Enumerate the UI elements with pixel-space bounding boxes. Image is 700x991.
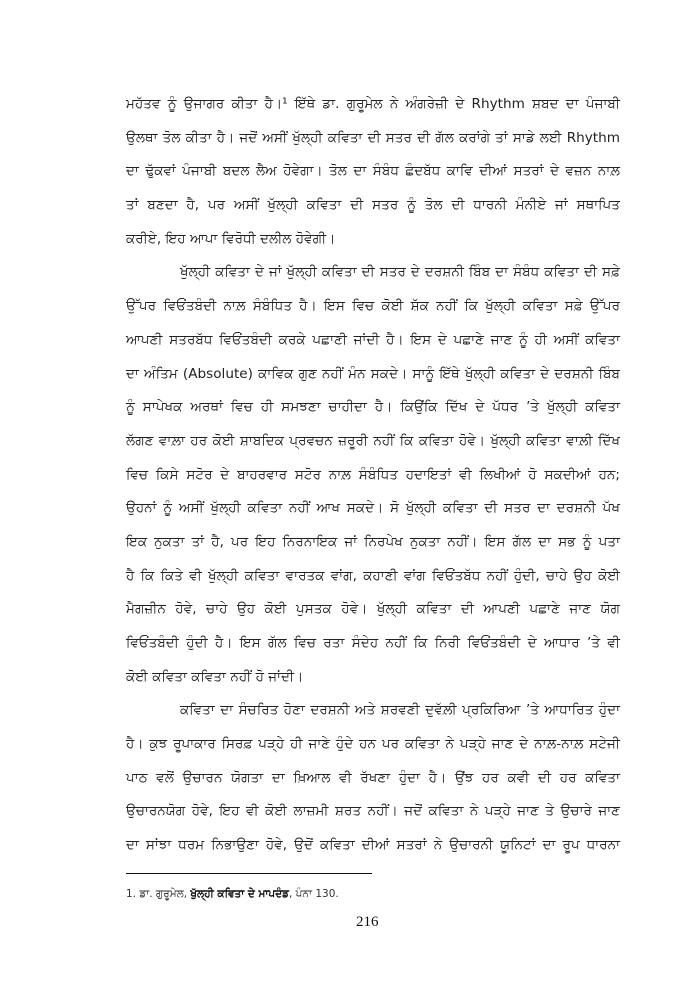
footnote-title: ਖੁੱਲ੍ਹੀ ਕਵਿਤਾ ਦੇ ਮਾਪਦੰਡ	[190, 888, 289, 900]
footnote-author: ਡਾ. ਗੁਰੂਮੇਲ,	[139, 888, 188, 900]
text-line: ਨੂੰ ਸਾਪੇਖਕ ਅਰਥਾਂ ਵਿਚ ਹੀ ਸਮਝਣਾ ਚਾਹੀਦਾ ਹੈ। ਕਿਉਂਕਿ ਦਿੱਖ ਦੇ ਪੱਧਰ ’ਤੇ ਖੁੱਲ੍ਹੀ ਕਵਿਤਾ	[126, 399, 620, 416]
text-line: ਮੈਗਜ਼ੀਨ ਹੋਵੇ, ਚਾਹੇ ਉਹ ਕੋਈ ਪੁਸਤਕ ਹੋਵੇ। ਖੁੱਲ੍ਹੀ ਕਵਿਤਾ ਦੀ ਆਪਣੀ ਪਛਾਣੇ ਜਾਣ ਯੋਗ	[126, 601, 620, 618]
footnote-marker: 1.	[126, 888, 137, 900]
text-line: ਪਾਠ ਵਲੋਂ ਉਚਾਰਨ ਯੋਗਤਾ ਦਾ ਖ਼ਿਆਲ ਵੀ ਰੱਖਣਾ ਹੁੰਦਾ ਹੈ। ਉਂਝ ਹਰ ਕਵੀ ਦੀ ਹਰ ਕਵਿਤਾ	[126, 769, 620, 786]
text-line: ਲੱਗਣ ਵਾਲ਼ਾ ਹਰ ਕੋਈ ਸ਼ਾਬਦਿਕ ਪ੍ਰਵਚਨ ਜ਼ਰੂਰੀ ਨਹੀਂ ਕਿ ਕਵਿਤਾ ਹੋਵੇ। ਖੁੱਲ੍ਹੀ ਕਵਿਤਾ ਵਾਲ਼ੀ ਦਿੱਖ	[126, 432, 620, 449]
text-line: ਉਲਥਾ ਤੋਲ ਕੀਤਾ ਹੈ। ਜਦੋਂ ਅਸੀਂ ਖੁੱਲ੍ਹੀ ਕਵਿਤਾ ਦੀ ਸਤਰ ਦੀ ਗੱਲ ਕਰਾਂਗੇ ਤਾਂ ਸਾਡੇ ਲਈ Rhythm	[126, 129, 620, 146]
text-line: ਹੈ। ਕੁਝ ਰੂਪਾਕਾਰ ਸਿਰਫ਼ ਪੜ੍ਹੇ ਹੀ ਜਾਣੇ ਹੁੰਦੇ ਹਨ ਪਰ ਕਵਿਤਾ ਨੇ ਪੜ੍ਹੇ ਜਾਣ ਦੇ ਨਾਲ਼-ਨਾਲ਼ ਸਟੇਜੀ	[126, 736, 620, 753]
page-number: 216	[356, 914, 379, 930]
text-line: ਉਹਨਾਂ ਨੂੰ ਅਸੀਂ ਖੁੱਲ੍ਹੀ ਕਵਿਤਾ ਨਹੀਂ ਆਖ ਸਕਦੇ। ਸੋ ਖੁੱਲ੍ਹੀ ਕਵਿਤਾ ਦੀ ਸਤਰ ਦਾ ਦਰਸ਼ਨੀ ਪੱਖ	[126, 500, 620, 517]
text-line: ਇਕ ਨੁਕਤਾ ਤਾਂ ਹੈ, ਪਰ ਇਹ ਨਿਰਨਾਇਕ ਜਾਂ ਨਿਰਪੇਖ ਨੁਕਤਾ ਨਹੀਂ। ਇਸ ਗੱਲ ਦਾ ਸਭ ਨੂੰ ਪਤਾ	[126, 533, 620, 550]
text-line: ਉੱਪਰ ਵਿਓਂਤਬੰਦੀ ਨਾਲ਼ ਸੰਬੰਧਿਤ ਹੈ। ਇਸ ਵਿਚ ਕੋਈ ਸ਼ੱਕ ਨਹੀਂ ਕਿ ਖੁੱਲ੍ਹੀ ਕਵਿਤਾ ਸਫ਼ੇ ਉੱਪਰ	[126, 298, 620, 315]
text-line: ਦਾ ਢੁੱਕਵਾਂ ਪੰਜਾਬੀ ਬਦਲ ਲੈਅ ਹੋਵੇਗਾ। ਤੋਲ ਦਾ ਸੰਬੰਧ ਛੰਦਬੱਧ ਕਾਵਿ ਦੀਆਂ ਸਤਰਾਂ ਦੇ ਵਜ਼ਨ ਨਾਲ਼	[126, 163, 620, 180]
text-line: ਵਿਓਂਤਬੰਦੀ ਹੁੰਦੀ ਹੈ। ਇਸ ਗੱਲ ਵਿਚ ਰਤਾ ਸੰਦੇਹ ਨਹੀਂ ਕਿ ਨਿਰੀ ਵਿਓਂਤਬੰਦੀ ਦੇ ਆਧਾਰ ’ਤੇ ਵੀ	[126, 635, 620, 651]
text-line: ਮਹੱਤਵ ਨੂੰ ਉਜਾਗਰ ਕੀਤਾ ਹੈ।¹ ਇੱਥੇ ਡਾ. ਗੁਰੂਮੇਲ ਨੇ ਅੰਗਰੇਜ਼ੀ ਦੇ Rhythm ਸ਼ਬਦ ਦਾ ਪੰਜਾਬੀ	[126, 96, 620, 112]
text-line: ਵਿਚ ਕਿਸੇ ਸਟੋਰ ਦੇ ਬਾਹਰਵਾਰ ਸਟੋਰ ਨਾਲ਼ ਸੰਬੰਧਿਤ ਹਦਾਇਤਾਂ ਵੀ ਲਿਖੀਆਂ ਹੋ ਸਕਦੀਆਂ ਹਨ;	[126, 466, 620, 483]
body-text	[126, 88, 620, 863]
text-line: ਦਾ ਅੰਤਿਮ (Absolute) ਕਾਵਿਕ ਗੁਣ ਨਹੀਂ ਮੰਨ ਸਕਦੇ। ਸਾਨੂੰ ਇੱਥੇ ਖੁੱਲ੍ਹੀ ਕਵਿਤਾ ਦੇ ਦਰਸ਼ਨੀ ਬਿੰਬ	[126, 365, 620, 382]
text-line: ਹੈ ਕਿ ਕਿਤੇ ਵੀ ਖੁੱਲ੍ਹੀ ਕਵਿਤਾ ਵਾਰਤਕ ਵਾਂਗ, ਕਹਾਣੀ ਵਾਂਗ ਵਿਓਂਤਬੱਧ ਨਹੀਂ ਹੁੰਦੀ, ਚਾਹੇ ਉਹ ਕੋਈ	[126, 567, 620, 584]
text-line: ਖੁੱਲ੍ਹੀ ਕਵਿਤਾ ਦੇ ਜਾਂ ਖੁੱਲ੍ਹੀ ਕਵਿਤਾ ਦੀ ਸਤਰ ਦੇ ਦਰਸ਼ਨੀ ਬਿੰਬ ਦਾ ਸੰਬੰਧ ਕਵਿਤਾ ਦੀ ਸਫ਼ੇ	[180, 264, 620, 281]
text-line: ਆਪਣੀ ਸਤਰਬੱਧ ਵਿਓਂਤਬੰਦੀ ਕਰਕੇ ਪਛਾਣੀ ਜਾਂਦੀ ਹੈ। ਇਸ ਦੇ ਪਛਾਣੇ ਜਾਣ ਨੂੰ ਹੀ ਅਸੀਂ ਕਵਿਤਾ	[126, 331, 620, 348]
text-line: ਉਚਾਰਨਯੋਗ ਹੋਵੇ, ਇਹ ਵੀ ਕੋਈ ਲਾਜ਼ਮੀ ਸ਼ਰਤ ਨਹੀਂ। ਜਦੋਂ ਕਵਿਤਾ ਨੇ ਪੜ੍ਹੇ ਜਾਣ ਤੇ ਉਚਾਰੇ ਜਾਣ	[126, 803, 620, 820]
text-line: ਕਵਿਤਾ ਦਾ ਸੰਚਰਿਤ ਹੋਣਾ ਦਰਸ਼ਨੀ ਅਤੇ ਸ਼ਰਵਣੀ ਦੁਵੱਲ਼ੀ ਪ੍ਰਕਿਰਿਆ ’ਤੇ ਆਧਾਰਿਤ ਹੁੰਦਾ	[180, 702, 620, 719]
text-line: ਕਰੀਏ, ਇਹ ਆਪਾ ਵਿਰੋਧੀ ਦਲੀਲ ਹੋਵੇਗੀ।	[126, 230, 336, 247]
text-line: ਦਾ ਸਾਂਝਾ ਧਰਮ ਨਿਭਾਉਣਾ ਹੋਵੇ, ਉਦੋਂ ਕਵਿਤਾ ਦੀਆਂ ਸਤਰਾਂ ਨੇ ਉਚਾਰਨੀ ਯੂਨਿਟਾਂ ਦਾ ਰੂਪ ਧਾਰਨਾ	[126, 837, 620, 854]
text-line: ਤਾਂ ਬਣਦਾ ਹੈ, ਪਰ ਅਸੀਂ ਖੁੱਲ੍ਹੀ ਕਵਿਤਾ ਦੀ ਸਤਰ ਨੂੰ ਤੋਲ ਦੀ ਧਾਰਨੀ ਮੰਨੀਏ ਜਾਂ ਸਥਾਪਿਤ	[126, 197, 620, 214]
footnote	[126, 888, 339, 901]
footnote-page-ref: , ਪੰਨਾ 130.	[288, 888, 339, 900]
footnote-separator	[126, 873, 372, 874]
text-line: ਕੋਈ ਕਵਿਤਾ ਕਵਿਤਾ ਨਹੀਂ ਹੋ ਜਾਂਦੀ।	[126, 668, 304, 685]
